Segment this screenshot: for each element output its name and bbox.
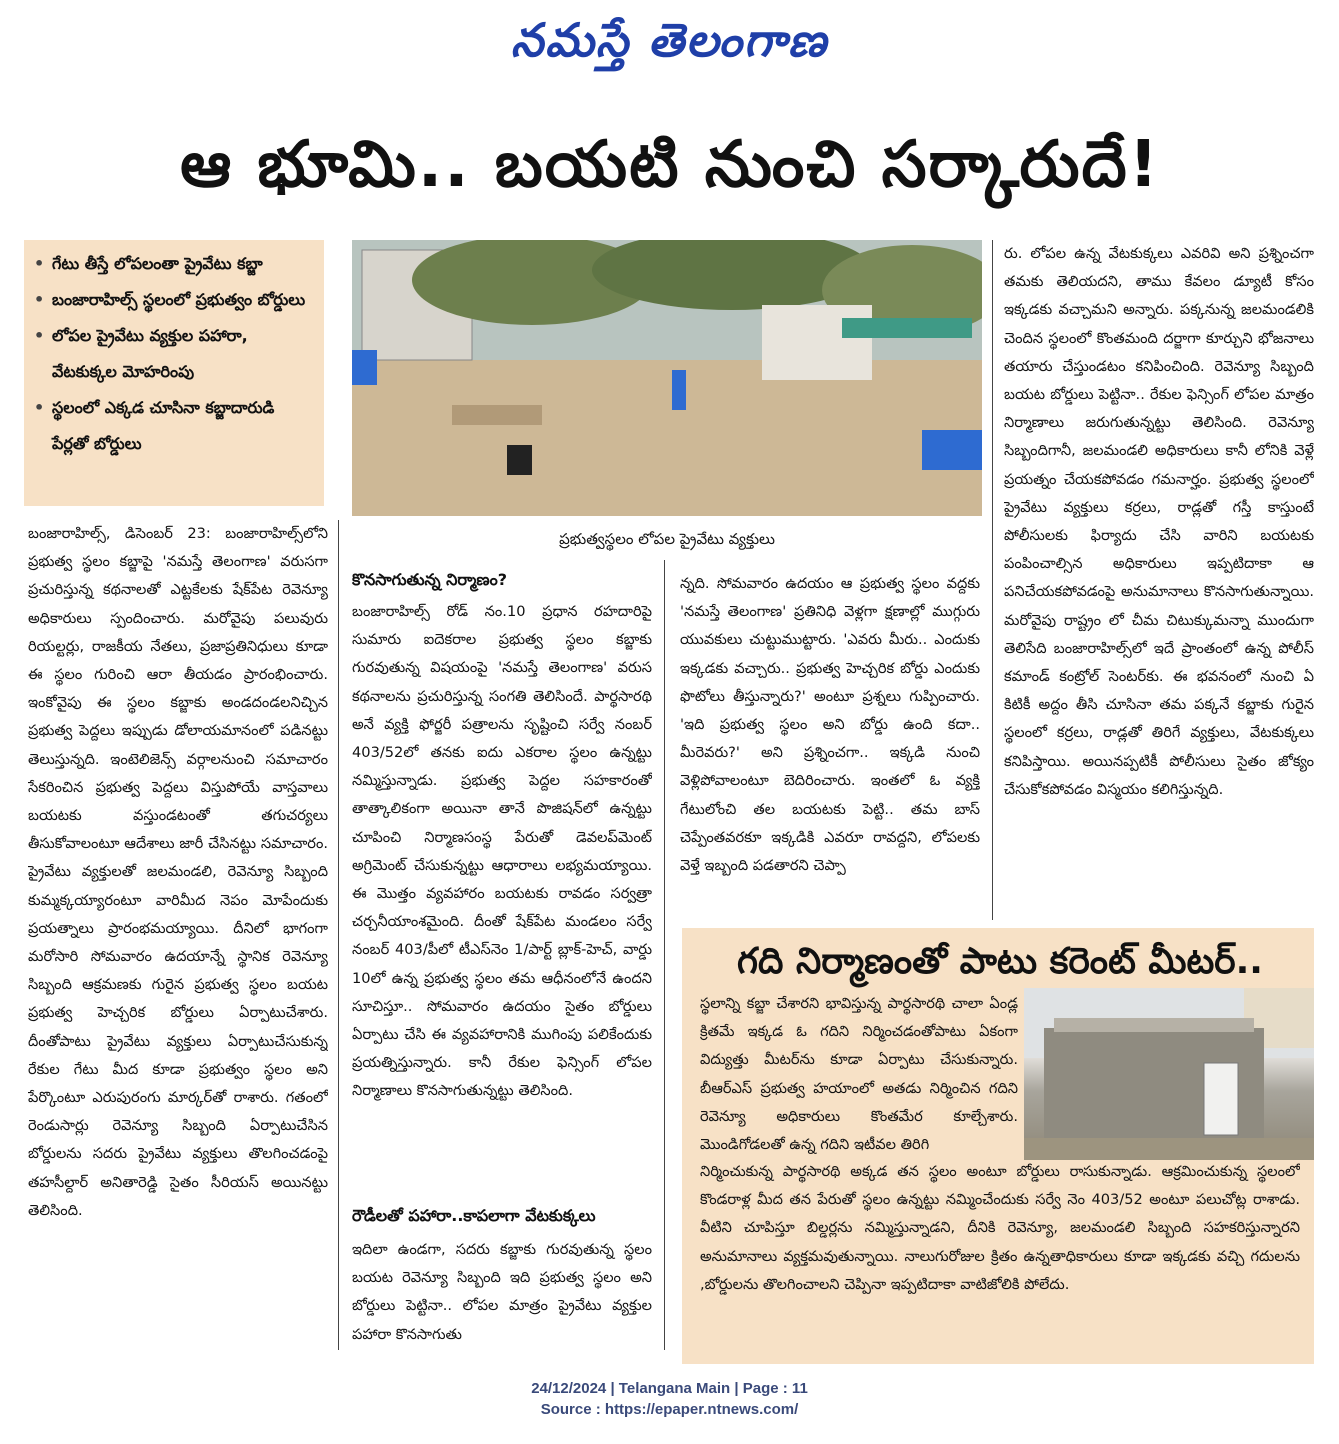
article-column-4: రు. లోపల ఉన్న వేటకుక్కలు ఎవరివి అని ప్రశ్నించగా తమకు తెలియదని, తాము కేవలం డ్యూటీ కోసం ఇక్కడకు వచ్చామని అన్నారు. పక్కనున్న జలమండలికి చెందిన స్థలంలో కొంతమంది దర్జాగా కూర్చుని భోజనాలు తయారు చేస్తుండటం కనిపించింది. రెవెన్యూ సిబ్బంది బయట బోర్డులు పెట్టినా.. రేకుల ఫెన్సింగ్ లోపల మాత్రం నిర్మాణాలు జరుగుతున్నట్టు తెలిసింది. రెవెన్యూ సిబ్బందిగానీ, జలమండలి అధికారులు కానీ లోనికి వెళ్లే ప్రయత్నం చేయకపోవడం గమనార్హం. ప్రభుత్వ స్థలంలో ప్రైవేటు వ్యక్తులు కర్రలు, రాడ్లతో గస్తీ కాస్తుంటే పోలీసులకు ఫిర్యాదు చేసి వారిని బయటకు పంపించాల్సిన అధికారులు ఇప్పటిదాకా ఆ పనిచేయకపోవడంపై అనుమానాలు కొనసాగుతున్నాయి. మరోవైపు రాష్ట్రం లో చీమ చిటుక్కుమన్నా ముందుగా తెలిసేది బంజారాహిల్స్‌లో ఇదే ప్రాంతంలో ఉన్న పోలీస్ కమాండ్ కంట్రోల్ సెంటర్‌కు. ఈ భవనంలో నుంచి ఏ కిటికీ అద్దం తీసి చూసినా తమ పక్కనే కబ్జాకు గురైన స్థలంలో కర్రలు, రాడ్లతో తిరిగే వ్యక్తులు, వేటకుక్కలు కనిపిస్తాయి. అయినప్పటికీ పోలీసులు సైతం జోక్యం చేసుకోకపోవడం విస్మయం కలిగిస్తున్నది.	[1004, 245, 1314, 798]
news-photo-room	[1024, 988, 1314, 1160]
article-column-1: బంజారాహిల్స్, డిసెంబర్ 23: బంజారాహిల్స్‌లోని ప్రభుత్వ స్థలం కబ్జాపై 'నమస్తే తెలంగాణ' వరుసగా ప్రచురిస్తున్న కథనాలతో ఎట్టకేలకు షేక్‌పేట రెవెన్యూ అధికారులు స్పందించారు. మరోవైపు పలువురు రియల్టర్లు, రాజకీయ నేతలు, ప్రజాప్రతినిధులు కూడా ఈ స్థలం గురించి ఆరా తీయడం ప్రారంభించారు. ఇంకోవైపు ఈ స్థలం కబ్జాకు అండదండలనిచ్చిన ప్రభుత్వ పెద్దలు ఇప్పుడు డోలాయమానంలో పడినట్టు తెలుస్తున్నది. ఇంటెలిజెన్స్ వర్గాలనుంచి సమాచారం సేకరించిన ప్రభుత్వ పెద్దలు విస్తుపోయే వాస్తవాలు బయటకు వస్తుండటంతో తగుచర్యలు తీసుకోవాలంటూ ఆదేశాలు జారీ చేసినట్టు సమాచారం. ప్రైవేటు వ్యక్తులతో జలమండలి, రెవెన్యూ సిబ్బంది కుమ్మక్కయ్యారంటూ వారిమీద నెపం మోపేందుకు ప్రయత్నాలు ప్రారంభమయ్యాయి. దీనిలో భాగంగా మరోసారి సోమవారం ఉదయాన్నే స్థానిక రెవెన్యూ సిబ్బంది ఆక్రమణకు గురైన ప్రభుత్వ స్థలం బయట ప్రభుత్వ హెచ్చరిక బోర్డులు ఏర్పాటుచేశారు. దీంతోపాటు ప్రైవేటు వ్యక్తులు ఏర్పాటుచేసుకున్న రేకుల గేటు మీద కూడా ప్రభుత్వం స్థలం అని పేర్కొంటూ ఎరుపురంగు మార్కర్‌తో రాశారు. గతంలో రెండుసార్లు రెవెన్యూ సిబ్బంది ఏర్పాటుచేసిన బోర్డులను సదరు ప్రైవేటు వ్యక్తులు తొలగించడంపై తహసీల్దార్ అనితారెడ్డి సైతం సీరియస్ అయినట్టు తెలిసింది.	[28, 525, 328, 1219]
highlight-item: • గేటు తీస్తే లోపలంతా ప్రైవేటు కబ్జా	[34, 254, 263, 273]
highlights-box	[24, 240, 324, 506]
footer-date-page: 24/12/2024 | Telangana Main | Page : 11	[531, 1380, 808, 1397]
article-headline: ఆ భూమి.. బయటి నుంచి సర్కారుదే!	[180, 128, 1160, 202]
photo-caption: ప్రభుత్వస్థలం లోపల ప్రైవేటు వ్యక్తులు	[559, 530, 775, 548]
highlight-item: • బంజారాహిల్స్ స్థలంలో ప్రభుత్వం బోర్డులు	[34, 290, 306, 309]
page-footer	[0, 1378, 1339, 1420]
news-photo-site	[352, 240, 982, 516]
highlight-item: • లోపల ప్రైవేటు వ్యక్తుల పహారా, వేటకుక్కల మోహరింపు	[34, 326, 248, 381]
site-photo-illustration	[352, 240, 982, 516]
room-photo-illustration	[1024, 988, 1314, 1160]
footer-source-link[interactable]: Source : https://epaper.ntnews.com/	[540, 1401, 799, 1418]
column-divider	[992, 240, 993, 920]
subheading: రౌడీలతో పహారా..కాపలాగా వేటకుక్కలు	[352, 1206, 596, 1225]
newspaper-masthead: నమస్తే తెలంగాణ	[510, 13, 829, 67]
subheading: కొనసాగుతున్న నిర్మాణం?	[352, 570, 507, 589]
article-column-2: బంజారాహిల్స్ రోడ్ నం.10 ప్రధాన రహదారిపై సుమారు ఐదెకరాల ప్రభుత్వ స్థలం కబ్జాకు గురవుతున్న విషయంపై 'నమస్తే తెలంగాణ' వరుస కథనాలను ప్రచురిస్తున్న సంగతి తెలిసిందే. పార్థసారథి అనే వ్యక్తి ఫోర్జరీ పత్రాలను సృష్టించి సర్వే నంబర్ 403/52లో తనకు ఐదు ఎకరాల స్థలం ఉన్నట్టు నమ్మిస్తున్నాడు. ప్రభుత్వ పెద్దల సహకారంతో తాత్కాలికంగా అయినా తానే పొజిషన్‌లో ఉన్నట్టు చూపించి నిర్మాణసంస్థ పేరుతో డెవలప్‌మెంట్ అగ్రిమెంట్ చేసుకున్నట్టు ఆధారాలు లభ్యమయ్యాయి. ఈ మొత్తం వ్యవహారం బయటకు రావడం సర్వత్రా చర్చనీయాంశమైంది. దీంతో షేక్‌పేట మండలం సర్వే నంబర్ 403/పీలో టీఎస్‌నెం 1/పార్ట్ బ్లాక్-హెచ్, వార్డు 10లో ఉన్న ప్రభుత్వ స్థలం తమ ఆధీనంలోనే ఉందని సూచిస్తూ.. సోమవారం ఉదయం సైతం బోర్డులు ఏర్పాటు చేసి ఈ వ్యవహారానికి ముగింపు పలికేందుకు ప్రయత్నిస్తున్నారు. కానీ రేకుల ఫెన్సింగ్ లోపల నిర్మాణాలు కొనసాగుతున్నట్టు తెలిసింది.	[352, 603, 652, 1100]
article-column-2-cont: ఇదిలా ఉండగా, సదరు కబ్జాకు గురవుతున్న స్థలం బయట రెవెన్యూ సిబ్బంది ఇది ప్రభుత్వ స్థలం అని బోర్డులు పెట్టినా.. లోపల మాత్రం ప్రైవేటు వ్యక్తుల పహారా కొనసాగుతు	[352, 1241, 652, 1343]
column-divider	[338, 520, 339, 1350]
sidebar-story-title: గది నిర్మాణంతో పాటు కరెంట్ మీటర్..	[737, 941, 1263, 982]
highlight-item: • స్థలంలో ఎక్కడ చూసినా కబ్జాదారుడి పేర్లతో బోర్డులు	[34, 398, 275, 453]
column-divider	[664, 560, 665, 1350]
sidebar-story-text-wide: నిర్మించుకున్న పార్థసారథి అక్కడ తన స్థలం అంటూ బోర్డులు రాసుకున్నాడు. ఆక్రమించుకున్న స్థలంలో కొండరాళ్ల మీద తన పేరుతో స్థలం ఉన్నట్టు నమ్మించేందుకు సర్వే నెం 403/52 అంటూ పలుచోట్ల రాశాడు. వీటిని చూపిస్తూ బిల్డర్లను నమ్మిస్తున్నాడని, దీనికి రెవెన్యూ, జలమండలి సిబ్బంది సహకరిస్తున్నారని అనుమానాలు వ్యక్తమవుతున్నాయి. నాలుగురోజుల క్రితం ఉన్నతాధికారులు కూడా ఇక్కడకు వచ్చి గదులను ,బోర్డులను తొలగించాలని చెప్పినా ఇప్పటిదాకా వాటిజోలికి పోలేదు.	[700, 1163, 1300, 1293]
sidebar-story-text: స్థలాన్ని కబ్జా చేశారని భావిస్తున్న పార్థసారథి చాలా ఏండ్ల క్రితమే ఇక్కడ ఓ గదిని నిర్మించడంతోపాటు ఏకంగా విద్యుత్తు మీటర్‌ను కూడా ఏర్పాటు చేసుకున్నారు. బీఆర్‌ఎస్ ప్రభుత్వ హయాంలో అతడు నిర్మించిన గదిని రెవెన్యూ అధికారులు కొంతమేర కూల్చేశారు. మొండిగోడలతో ఉన్న గదిని ఇటీవల తిరిగి	[700, 995, 1018, 1154]
article-column-3: న్నది. సోమవారం ఉదయం ఆ ప్రభుత్వ స్థలం వద్దకు 'నమస్తే తెలంగాణ' ప్రతినిధి వెళ్లగా క్షణాల్లో ముగ్గురు యువకులు చుట్టుముట్టారు. 'ఎవరు మీరు.. ఎందుకు ఇక్కడకు వచ్చారు.. ప్రభుత్వ హెచ్చరిక బోర్డు ఎందుకు ఫొటోలు తీస్తున్నారు?' అంటూ ప్రశ్నలు గుప్పించారు. 'ఇది ప్రభుత్వ స్థలం అని బోర్డు ఉంది కదా.. మీరెవరు?' అని ప్రశ్నించగా.. ఇక్కడి నుంచి వెళ్లిపోవాలంటూ బెదిరించారు. ఇంతలో ఓ వ్యక్తి గేటులోంచి తల బయటకు పెట్టి.. తమ బాస్ చెప్పేంతవరకూ ఇక్కడికి ఎవరూ రావద్దని, లోపలకు వెళ్తే ఇబ్బంది పడతారని చెప్పా	[680, 575, 980, 875]
